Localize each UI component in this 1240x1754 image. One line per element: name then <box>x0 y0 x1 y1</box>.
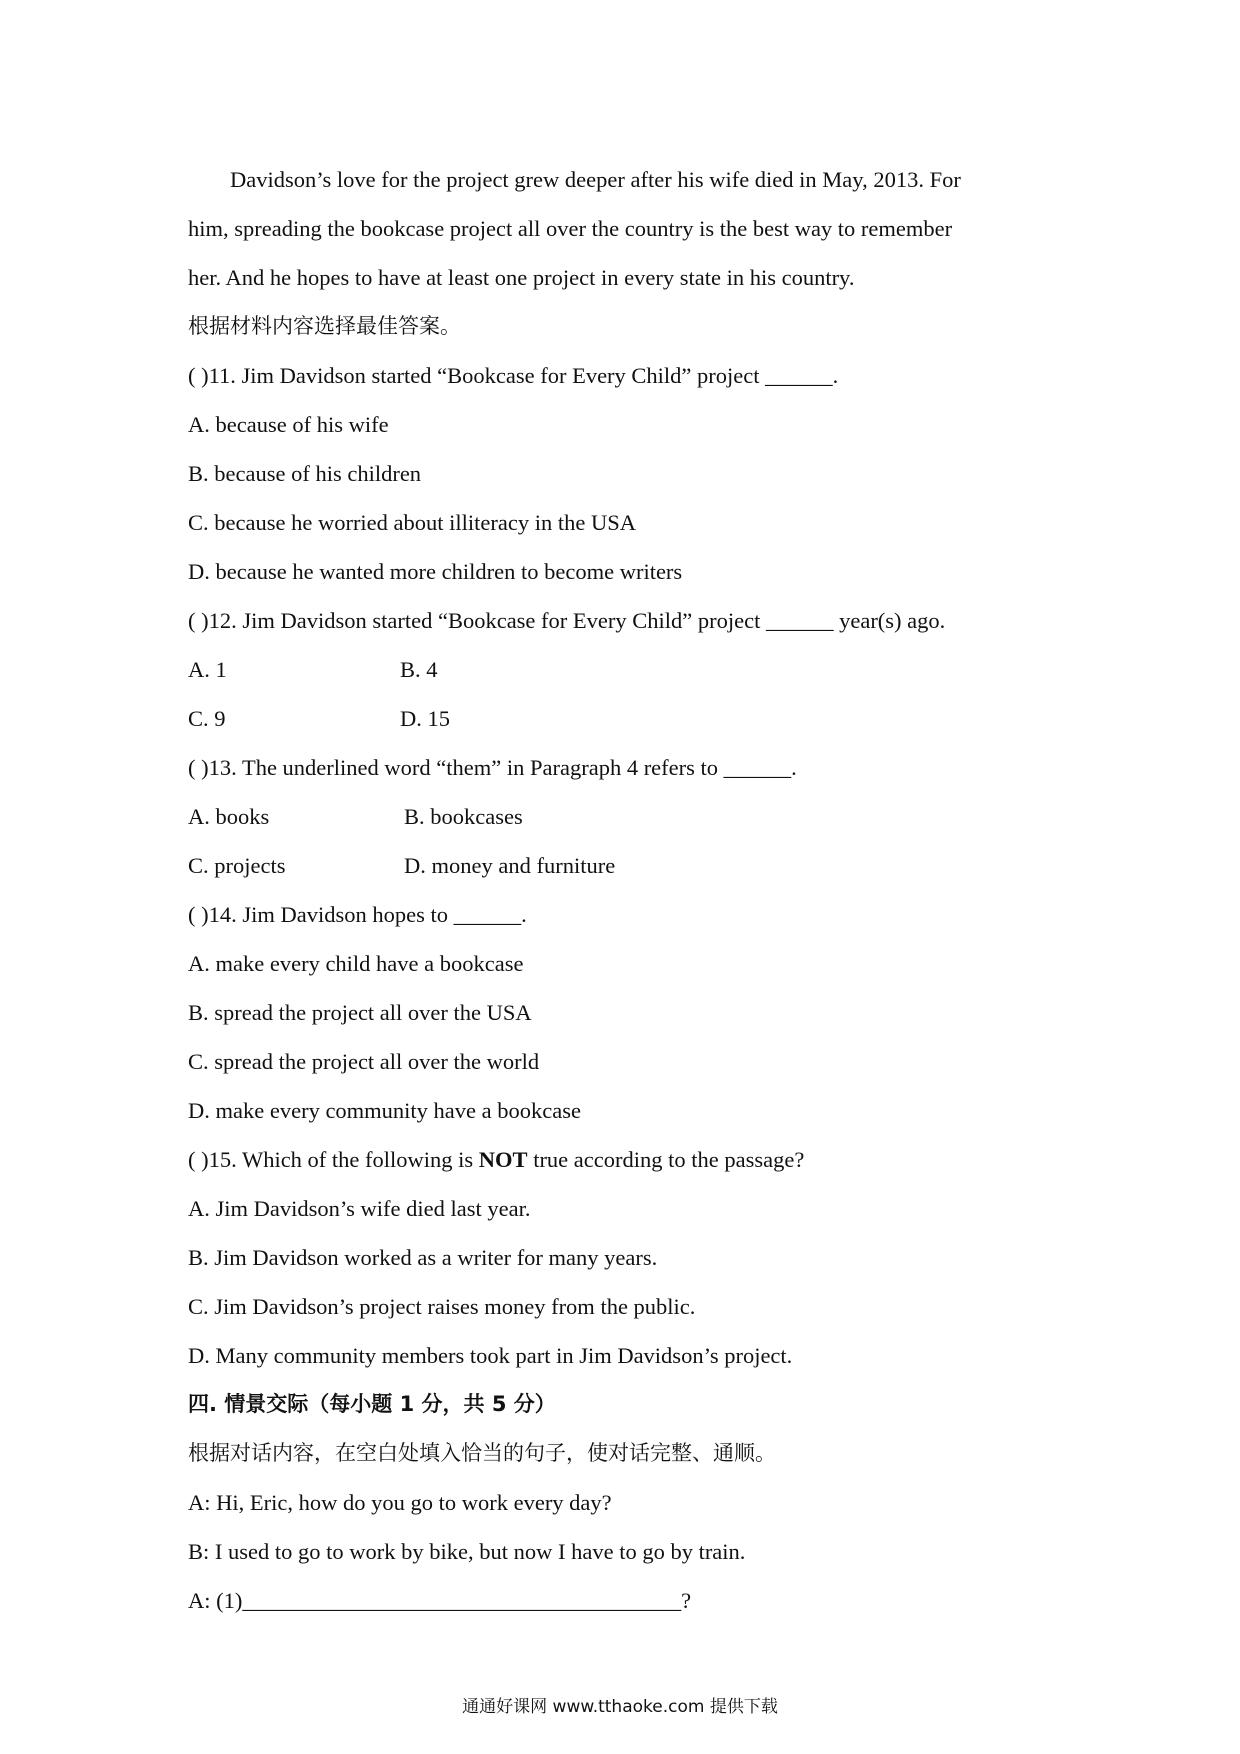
question-11-option-c: C. because he worried about illiteracy in the USA <box>188 510 636 535</box>
question-14-option-c: C. spread the project all over the world <box>188 1049 540 1074</box>
question-12-options-row-2 <box>188 694 1068 743</box>
question-14-option-b: B. spread the project all over the USA <box>188 1000 532 1025</box>
question-15-option-a: A. Jim Davidson’s wife died last year. <box>188 1196 531 1221</box>
passage-line-3: her. And he hopes to have at least one project in every state in his country. <box>188 265 855 290</box>
question-13-option-c: C. projects <box>188 853 286 878</box>
dialogue-line-2: B: I used to go to work by bike, but now I have to go by train. <box>188 1539 746 1564</box>
question-12-stem: ( )12. Jim Davidson started “Bookcase for Every Child” project ______ year(s) ago. <box>188 608 946 633</box>
question-14-option-a: A. make every child have a bookcase <box>188 951 524 976</box>
question-13-options-row-1 <box>188 792 1068 841</box>
question-11-option-d: D. because he wanted more children to become writers <box>188 559 683 584</box>
question-13-option-b: B. bookcases <box>404 804 523 829</box>
question-11-stem: ( )11. Jim Davidson started “Bookcase for Every Child” project ______. <box>188 363 839 388</box>
question-13-stem: ( )13. The underlined word “them” in Paragraph 4 refers to ______. <box>188 755 797 780</box>
question-12-options-row-1 <box>188 645 1068 694</box>
passage-line-2: him, spreading the bookcase project all over the country is the best way to remember <box>188 216 953 241</box>
question-11-option-b: B. because of his children <box>188 461 422 486</box>
reading-instruction: 根据材料内容选择最佳答案。 <box>188 314 461 338</box>
question-11-option-a: A. because of his wife <box>188 412 389 437</box>
question-14-stem: ( )14. Jim Davidson hopes to ______. <box>188 902 527 927</box>
section-4-heading: 四. 情景交际（每小题 1 分，共 5 分） <box>188 1392 556 1416</box>
question-15-option-b: B. Jim Davidson worked as a writer for many years. <box>188 1245 658 1270</box>
passage-line-1: Davidson’s love for the project grew deeper after his wife died in May, 2013. For <box>230 167 961 192</box>
question-15-stem <box>188 1135 1068 1184</box>
question-14-option-d: D. make every community have a bookcase <box>188 1098 581 1123</box>
question-15-option-c: C. Jim Davidson’s project raises money from the public. <box>188 1294 696 1319</box>
question-12-option-c: C. 9 <box>188 706 226 731</box>
question-12-option-d: D. 15 <box>400 706 450 731</box>
question-12-option-a: A. 1 <box>188 657 227 682</box>
question-15-option-d: D. Many community members took part in Jim Davidson’s project. <box>188 1343 793 1368</box>
question-13-option-d: D. money and furniture <box>404 853 616 878</box>
question-12-option-b: B. 4 <box>400 657 438 682</box>
dialogue-line-3: A: (1)_______________________________________? <box>188 1588 692 1613</box>
question-13-options-row-2 <box>188 841 1068 890</box>
page-content <box>188 155 1068 1625</box>
question-15-stem-emphasis: NOT <box>478 1147 528 1172</box>
question-13-option-a: A. books <box>188 804 270 829</box>
question-15-stem-post: true according to the passage? <box>527 1147 805 1172</box>
section-4-instruction: 根据对话内容，在空白处填入恰当的句子，使对话完整、通顺。 <box>188 1441 776 1465</box>
question-15-stem-pre: ( )15. Which of the following is <box>188 1147 479 1172</box>
page-footer: 通通好课网 www.tthaoke.com 提供下载 <box>462 1697 778 1717</box>
dialogue-line-1: A: Hi, Eric, how do you go to work every day? <box>188 1490 612 1515</box>
